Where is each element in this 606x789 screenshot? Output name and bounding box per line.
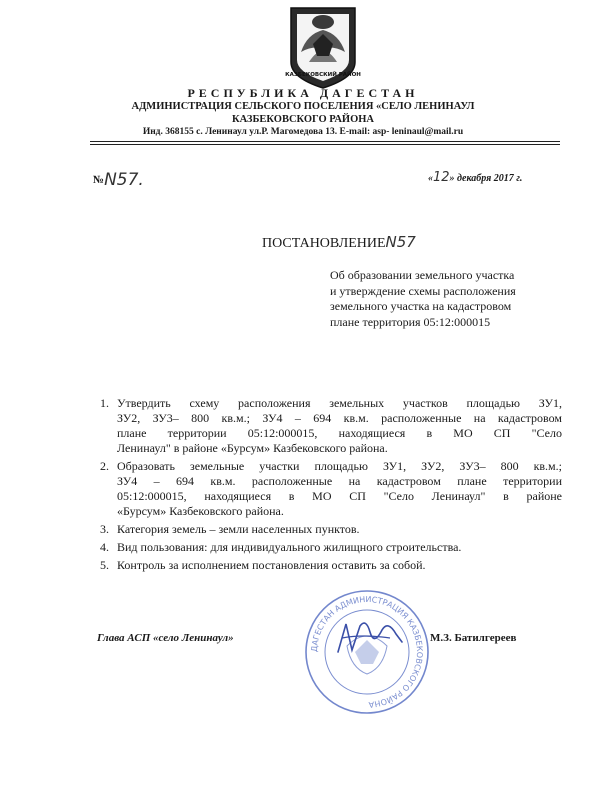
list-item-text: [117, 522, 562, 537]
svg-text:КАЗБЕКОВСКИЙ РАЙОН: КАЗБЕКОВСКИЙ РАЙОН: [285, 72, 361, 78]
list-item-line: «Бурсум» Казбековского района.: [117, 504, 284, 518]
document-number-prefix: №: [93, 174, 105, 186]
document-number: [93, 168, 144, 188]
list-item-number: 4.: [100, 540, 109, 554]
list-item: [100, 396, 562, 456]
subject-line: земельного участка на кадастровом: [330, 299, 512, 313]
header-region: КАЗБЕКОВСКОГО РАЙОНА: [232, 114, 374, 125]
header-address: Инд. 368155 с. Ленинаул ул.Р. Магомедова 13. E-mail: asp- leninaul@mail.ru: [142, 127, 464, 137]
header-divider-thin: [90, 144, 560, 145]
list-item-number: 5.: [100, 558, 109, 572]
date-rest: » декабря 2017 г.: [449, 173, 523, 184]
list-item-line: Категория земель – земли населенных пунктов.: [117, 522, 360, 536]
document-date: [428, 170, 522, 185]
list-item-line: плане территории 05:12:000015, находящиеся в МО СП "Село: [117, 426, 562, 440]
signatory-name: М.З. Батилгереев: [430, 632, 517, 644]
list-item-text: [117, 396, 562, 456]
header-republic: РЕСПУБЛИКА ДАГЕСТАН: [187, 86, 419, 100]
list-item-number: 2.: [100, 459, 109, 473]
list-item: [100, 522, 562, 537]
list-item-number: 3.: [100, 522, 109, 536]
document-title: [262, 233, 416, 252]
handwritten-signature: [332, 612, 406, 662]
list-item-text: [117, 459, 562, 519]
list-item-text: [117, 558, 562, 573]
list-item-number: 1.: [100, 396, 109, 410]
list-item: [100, 558, 562, 573]
document-title-number-handwritten: N57: [385, 233, 416, 251]
list-item: [100, 459, 562, 519]
list-item-line: Контроль за исполнением постановления оставить за собой.: [117, 558, 426, 572]
list-item-text: [117, 540, 562, 555]
subject-line: Об образовании земельного участка: [330, 268, 515, 282]
list-item-line: ЗУ2, ЗУ3– 800 кв.м.; ЗУ4 – 694 кв.м. расположенные на кадастровом: [117, 411, 562, 425]
list-item-line: Ленинаул" в районе «Бурсум» Казбековского района.: [117, 441, 388, 455]
district-emblem-logo: [283, 4, 363, 92]
list-item-line: ЗУ4 – 694 кв.м. расположенные на кадастровом плане территории: [117, 474, 562, 488]
header-administration: АДМИНИСТРАЦИЯ СЕЛЬСКОГО ПОСЕЛЕНИЯ «СЕЛО ЛЕНИНАУЛ: [131, 101, 475, 112]
list-item: [100, 540, 562, 555]
stamp-ring-text: ДАГЕСТАН АДМИНИСТРАЦИЯ КАЗБЕКОВСКОГО РАЙОНА: [309, 594, 425, 710]
list-item-line: Утвердить схему расположения земельных участков площадью ЗУ1,: [117, 396, 562, 410]
document-title-text: ПОСТАНОВЛЕНИЕ: [262, 236, 386, 251]
list-item-line: 05:12:000015, находящиеся в МО СП "Село Ленинаул" в районе: [117, 489, 562, 503]
list-item-line: Образовать земельные участки площадью ЗУ1, ЗУ2, ЗУ3– 800 кв.м.;: [117, 459, 562, 473]
document-subject: [330, 268, 580, 330]
header-divider: [90, 141, 560, 142]
document-number-handwritten: N57.: [104, 170, 144, 190]
list-item-line: Вид пользования: для индивидуального жилищного строительства.: [117, 540, 462, 554]
signatory-position: Глава АСП «село Ленинаул»: [97, 632, 234, 644]
date-open-quote: «: [428, 173, 433, 184]
resolution-items-list: [100, 396, 562, 576]
subject-line: плане территория 05:12:000015: [330, 314, 491, 329]
subject-line: и утверждение схемы расположения: [330, 283, 516, 298]
date-day-handwritten: 12: [433, 170, 450, 185]
